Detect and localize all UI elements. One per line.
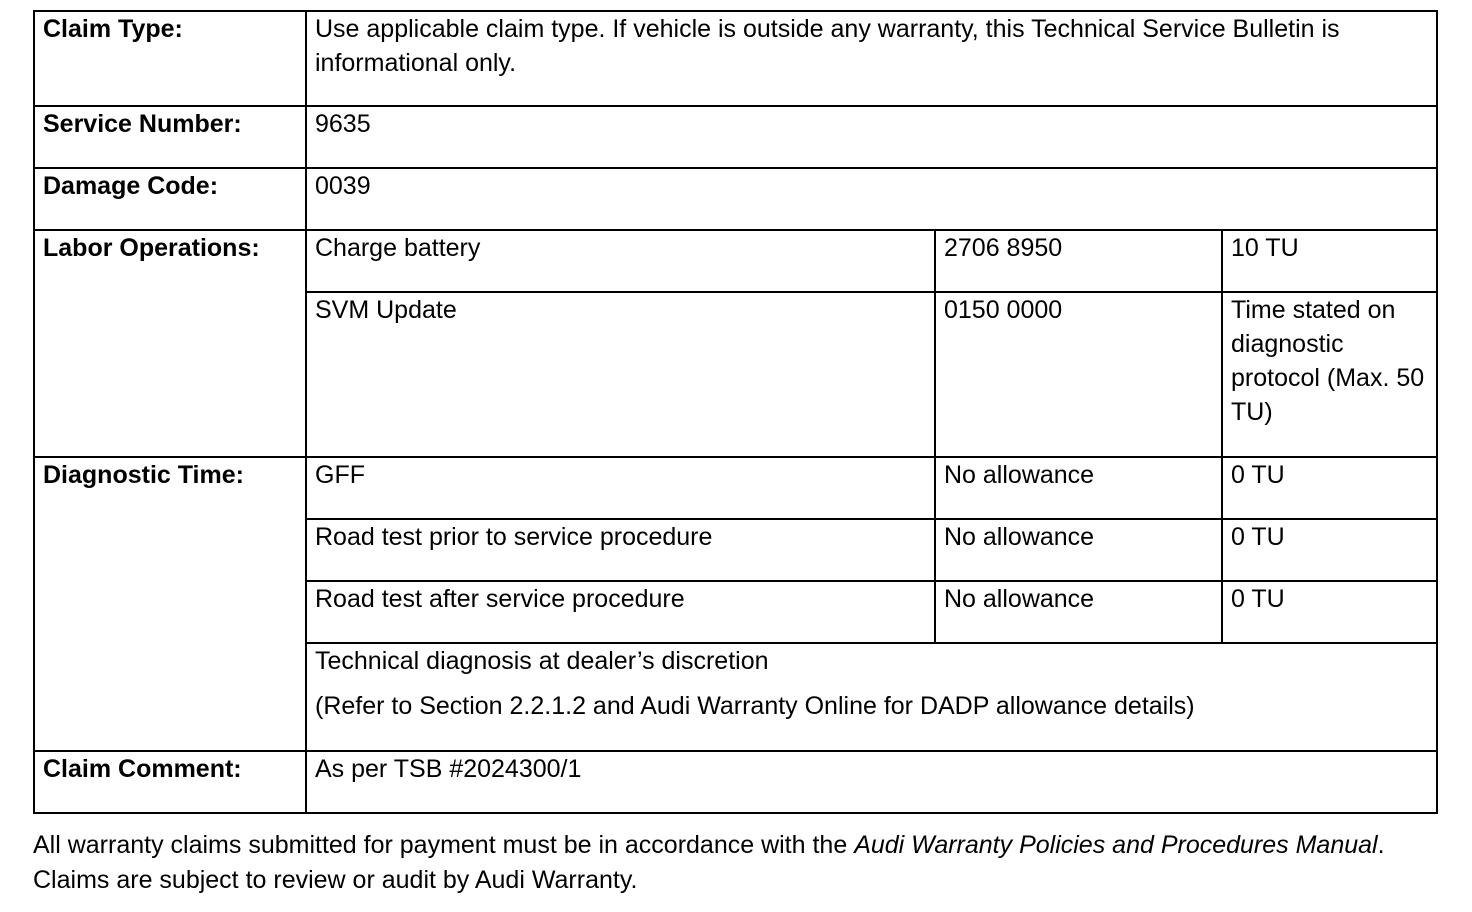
labor-operation-row — [34, 230, 1437, 292]
warranty-table — [33, 10, 1438, 814]
claim-type-value: Use applicable claim type. If vehicle is outside any warranty, this Technical Service Bulletin is informational only. — [306, 11, 1437, 106]
labor-operation-time: Time stated on diagnostic protocol (Max. 50 TU) — [1222, 292, 1437, 457]
service-number-row — [34, 106, 1437, 168]
discretion-line-2: (Refer to Section 2.2.1.2 and Audi Warranty Online for DADP allowance details) — [315, 692, 1195, 720]
diagnostic-time-label: Diagnostic Time: — [34, 457, 306, 751]
diagnostic-allowance: No allowance — [935, 581, 1222, 643]
damage-code-value: 0039 — [306, 168, 1437, 230]
labor-operation-code: 0150 0000 — [935, 292, 1222, 457]
claim-comment-value: As per TSB #2024300/1 — [306, 751, 1437, 813]
footer-note — [33, 828, 1436, 898]
damage-code-label: Damage Code: — [34, 168, 306, 230]
labor-operation-description: SVM Update — [306, 292, 935, 457]
diagnostic-time-value: 0 TU — [1222, 519, 1437, 581]
discretion-line-1: Technical diagnosis at dealer’s discretion — [315, 647, 769, 675]
labor-operation-description: Charge battery — [306, 230, 935, 292]
claim-comment-row — [34, 751, 1437, 813]
footer-text-part1: All warranty claims submitted for payment must be in accordance with the — [33, 831, 855, 859]
footer-text-part2: . Claims are subject to review or audit by Audi Warranty. — [33, 831, 1385, 894]
claim-type-row — [34, 11, 1437, 106]
labor-operation-time: 10 TU — [1222, 230, 1437, 292]
damage-code-row — [34, 168, 1437, 230]
manual-title: Audi Warranty Policies and Procedures Manual — [854, 831, 1378, 859]
diagnostic-description: Road test prior to service procedure — [306, 519, 935, 581]
diagnostic-time-value: 0 TU — [1222, 581, 1437, 643]
diagnostic-allowance: No allowance — [935, 457, 1222, 519]
claim-type-label: Claim Type: — [34, 11, 306, 106]
claim-comment-label: Claim Comment: — [34, 751, 306, 813]
diagnostic-time-value: 0 TU — [1222, 457, 1437, 519]
service-number-label: Service Number: — [34, 106, 306, 168]
service-number-value: 9635 — [306, 106, 1437, 168]
diagnostic-description: Road test after service procedure — [306, 581, 935, 643]
diagnostic-row — [34, 457, 1437, 519]
labor-operations-label: Labor Operations: — [34, 230, 306, 457]
diagnostic-allowance: No allowance — [935, 519, 1222, 581]
labor-operation-code: 2706 8950 — [935, 230, 1222, 292]
diagnostic-discretion-cell — [306, 643, 1437, 751]
warranty-document — [33, 10, 1436, 898]
diagnostic-description: GFF — [306, 457, 935, 519]
